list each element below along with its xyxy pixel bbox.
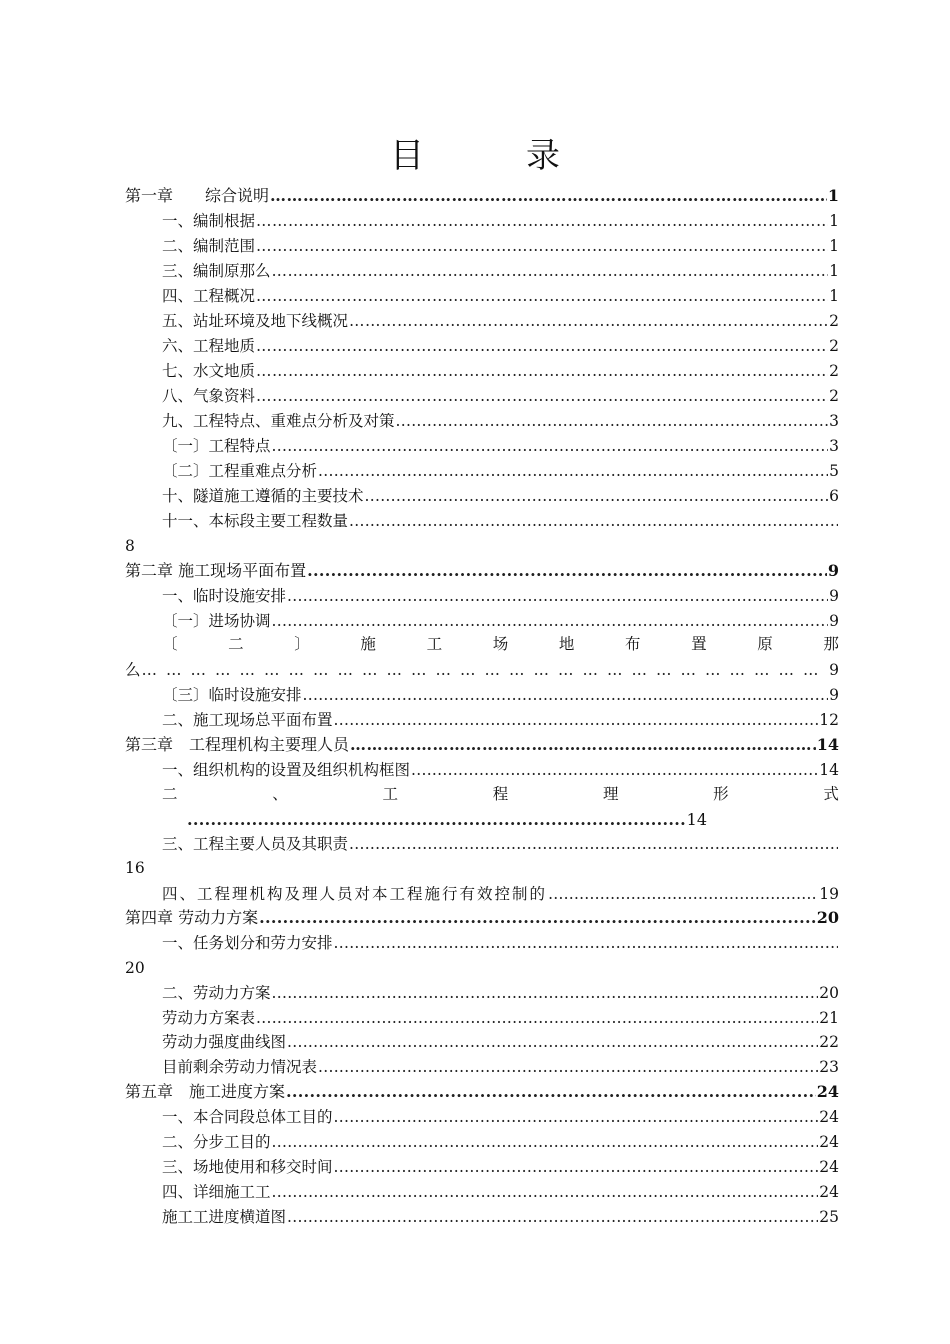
toc-entry-label: 五、站址环境及地下线概况 — [162, 312, 349, 330]
toc-entry-label: 四、工程理机构及理人员对本工程施行有效控制的 — [162, 885, 548, 903]
toc-entry-chapter-1[interactable] — [125, 182, 839, 206]
toc-entry-page: 19 — [819, 885, 839, 903]
toc-entry-label: 〔三〕临时设施安排 — [162, 686, 302, 704]
dot-leader — [272, 1182, 819, 1202]
toc-entry-page: 12 — [819, 711, 839, 729]
toc-entry-label: 目前剩余劳动力情况表 — [162, 1058, 318, 1076]
justified-char: 二 — [228, 635, 244, 653]
toc-entry-label: 一、任务划分和劳力安排 — [162, 934, 333, 952]
toc-entry[interactable] — [162, 207, 839, 231]
toc-entry-label: 第四章 劳动力方案 — [125, 908, 259, 927]
dot-leader — [256, 361, 828, 381]
toc-entry[interactable] — [162, 582, 839, 606]
toc-entry-label: 第一章 综合说明 — [125, 186, 270, 205]
toc-entry-continuation[interactable] — [125, 656, 839, 680]
toc-entry[interactable] — [162, 1053, 839, 1077]
toc-entry-page: 24 — [819, 1158, 839, 1176]
toc-entry[interactable] — [162, 1004, 839, 1028]
toc-entry-justified-line[interactable] — [162, 780, 839, 804]
toc-entry[interactable] — [162, 357, 839, 381]
toc-entry[interactable] — [162, 1128, 839, 1152]
toc-entry-label: 六、工程地质 — [162, 337, 256, 355]
toc-entry-page: 1 — [829, 262, 839, 280]
dot-leader — [256, 336, 828, 356]
toc-entry-page: 24 — [816, 1082, 839, 1101]
toc-entry-page: 1 — [829, 212, 839, 230]
justified-char: 〔 — [162, 635, 178, 653]
toc-entry[interactable] — [162, 706, 839, 730]
toc-entry-label: 九、工程特点、重难点分析及对策 — [162, 412, 395, 430]
dot-leader — [287, 1207, 818, 1227]
toc-entry-label: 〔一〕进场协调 — [162, 612, 271, 630]
dot-leader — [256, 386, 828, 406]
toc-entry-page: 2 — [829, 312, 839, 330]
toc-entry-justified-line[interactable] — [162, 630, 839, 654]
toc-entry-label: 二、劳动力方案 — [162, 984, 271, 1002]
toc-entry[interactable] — [162, 507, 839, 531]
toc-entry-label: 三、场地使用和移交时间 — [162, 1158, 333, 1176]
justified-char: 二 — [162, 785, 178, 803]
justified-char: 理 — [602, 785, 619, 803]
dot-leader — [318, 461, 828, 481]
toc-entry-label: 一、临时设施安排 — [162, 587, 287, 605]
dot-leader — [270, 186, 827, 206]
toc-entry-page: 14 — [686, 810, 707, 829]
justified-char: 置 — [691, 635, 707, 653]
dot-leader — [307, 561, 827, 581]
dot-leader — [256, 211, 828, 231]
toc-entry[interactable] — [162, 257, 839, 281]
dot-leader — [334, 1107, 819, 1127]
toc-entry-page: 20 — [125, 959, 145, 977]
toc-entry-label: 一、本合同段总体工目的 — [162, 1108, 333, 1126]
toc-entry-page: 5 — [829, 462, 839, 480]
toc-entry-page: 14 — [819, 761, 839, 779]
dot-leader — [349, 511, 838, 531]
toc-entry-page: 3 — [829, 412, 839, 430]
dot-leader — [259, 908, 816, 928]
toc-entry-page: 23 — [819, 1058, 839, 1076]
toc-entry-label: 第五章 施工进度方案 — [125, 1082, 286, 1101]
dot-leader — [287, 586, 828, 606]
dot-leader — [272, 611, 829, 631]
dot-leader — [187, 810, 686, 830]
toc-entry[interactable] — [162, 232, 839, 256]
toc-entry-label: 二、施工现场总平面布置 — [162, 711, 333, 729]
dot-leader — [287, 1032, 818, 1052]
toc-entry-label: 〔二〕工程重难点分析 — [162, 462, 318, 480]
toc-entry[interactable] — [162, 332, 839, 356]
dot-leader — [350, 735, 816, 755]
toc-entry-label: 三、工程主要人员及其职责 — [162, 835, 349, 853]
dot-leader — [334, 710, 819, 730]
justified-char: 式 — [823, 785, 839, 803]
toc-entry-label: 〔一〕工程特点 — [162, 437, 271, 455]
toc-entry[interactable] — [162, 382, 839, 406]
toc-entry-page: 1 — [829, 237, 839, 255]
toc-entry-label: 一、组织机构的设置及组织机构框图 — [162, 761, 411, 779]
justified-char: 形 — [713, 785, 729, 803]
toc-entry-page: 9 — [829, 686, 839, 704]
dot-leader — [365, 486, 829, 506]
justified-char: 布 — [624, 635, 641, 653]
toc-entry-page: 1 — [829, 287, 839, 305]
justified-char: 〕 — [294, 635, 310, 653]
toc-entry[interactable] — [162, 1203, 839, 1227]
toc-entry[interactable] — [162, 929, 839, 953]
toc-entry-page: 20 — [819, 984, 839, 1002]
toc-entry-chapter-4[interactable] — [125, 904, 839, 928]
toc-entry[interactable] — [162, 307, 839, 331]
dot-leader — [334, 933, 838, 953]
dot-leader — [349, 311, 828, 331]
toc-entry-label: 劳动力强度曲线图 — [162, 1033, 287, 1051]
toc-entry[interactable] — [162, 979, 839, 1003]
dot-leader — [349, 834, 838, 854]
toc-entry[interactable] — [162, 1178, 839, 1202]
toc-entry[interactable] — [162, 1028, 839, 1052]
page-title: 目 录 — [390, 136, 594, 176]
toc-entry-page: 6 — [829, 487, 839, 505]
dot-leader — [256, 286, 828, 306]
toc-entry-page: 9 — [829, 661, 839, 679]
toc-entry-label: 施工工进度横道图 — [162, 1208, 287, 1226]
toc-entry-label: 四、工程概况 — [162, 287, 256, 305]
dot-leader — [272, 436, 829, 456]
toc-entry-page: 9 — [829, 612, 839, 630]
toc-entry-page: 22 — [819, 1033, 839, 1051]
dot-leader — [256, 1008, 818, 1028]
toc-entry[interactable] — [162, 830, 839, 854]
dot-leader — [142, 660, 829, 680]
toc-entry-label: 第三章 工程理机构主要理人员 — [125, 735, 350, 754]
toc-entry-chapter-3[interactable] — [125, 731, 839, 755]
toc-entry-page: 2 — [829, 387, 839, 405]
toc-entry-page: 25 — [819, 1208, 839, 1226]
justified-char: 场 — [492, 635, 509, 653]
toc-entry-page: 21 — [819, 1009, 839, 1027]
dot-leader — [256, 236, 828, 256]
toc-entry-page: 24 — [819, 1108, 839, 1126]
toc-entry-label: 三、编制原那么 — [162, 262, 271, 280]
justified-char: 地 — [558, 635, 575, 653]
dot-leader — [318, 1057, 818, 1077]
justified-char: 程 — [492, 785, 509, 803]
toc-entry[interactable] — [162, 482, 839, 506]
toc-entry-label: 劳动力方案表 — [162, 1009, 256, 1027]
toc-entry-page: 1 — [827, 186, 839, 205]
justified-char: 原 — [757, 635, 773, 653]
toc-entry-page: 2 — [829, 337, 839, 355]
toc-entry[interactable] — [162, 1103, 839, 1127]
justified-char: 、 — [272, 785, 288, 803]
dot-leader — [272, 1132, 819, 1152]
toc-entry-page: 24 — [819, 1183, 839, 1201]
toc-entry-label: 十一、本标段主要工程数量 — [162, 512, 349, 530]
toc-entry-label: 八、气象资料 — [162, 387, 256, 405]
dot-leader — [272, 261, 829, 281]
toc-entry-page: 8 — [125, 537, 135, 555]
toc-entry-label: 第二章 施工现场平面布置 — [125, 561, 307, 580]
toc-entry-page: 14 — [816, 735, 839, 754]
toc-entry-page: 24 — [819, 1133, 839, 1151]
toc-entry-page: 2 — [829, 362, 839, 380]
dot-leader — [334, 1157, 819, 1177]
toc-entry-page: 9 — [829, 587, 839, 605]
dot-leader — [396, 411, 829, 431]
toc-entry[interactable] — [162, 457, 839, 481]
toc-entry[interactable] — [162, 607, 839, 631]
toc-entry-label: 一、编制根据 — [162, 212, 256, 230]
toc-entry[interactable] — [162, 880, 839, 904]
toc-entry-page: 9 — [827, 561, 839, 580]
justified-char: 么 — [125, 661, 141, 679]
toc-entry[interactable] — [162, 282, 839, 306]
toc-entry-label: 二、编制范围 — [162, 237, 256, 255]
justified-char: 工 — [426, 635, 443, 653]
dot-leader — [411, 760, 818, 780]
toc-entry-page: 20 — [816, 908, 839, 927]
toc-entry-label: 四、详细施工工 — [162, 1183, 271, 1201]
toc-entry-page: 3 — [829, 437, 839, 455]
dot-leader — [303, 685, 829, 705]
justified-char: 施 — [360, 635, 376, 653]
dot-leader — [548, 884, 818, 904]
toc-entry-chapter-2[interactable] — [125, 557, 839, 581]
toc-entry-label: 二、分步工目的 — [162, 1133, 271, 1151]
toc-entry[interactable] — [162, 681, 839, 705]
dot-leader — [272, 983, 819, 1003]
toc-entry[interactable] — [162, 407, 839, 431]
toc-entry-continuation[interactable] — [187, 806, 707, 830]
toc-entry[interactable] — [162, 1153, 839, 1177]
toc-entry-label: 十、隧道施工遵循的主要技术 — [162, 487, 364, 505]
toc-entry-chapter-5[interactable] — [125, 1078, 839, 1102]
toc-entry-label: 七、水文地质 — [162, 362, 256, 380]
justified-char: 那 — [823, 635, 839, 653]
toc-entry-page: 16 — [125, 859, 145, 877]
toc-entry[interactable] — [162, 432, 839, 456]
toc-entry[interactable] — [162, 756, 839, 780]
justified-char: 工 — [382, 785, 398, 803]
dot-leader — [286, 1082, 816, 1102]
